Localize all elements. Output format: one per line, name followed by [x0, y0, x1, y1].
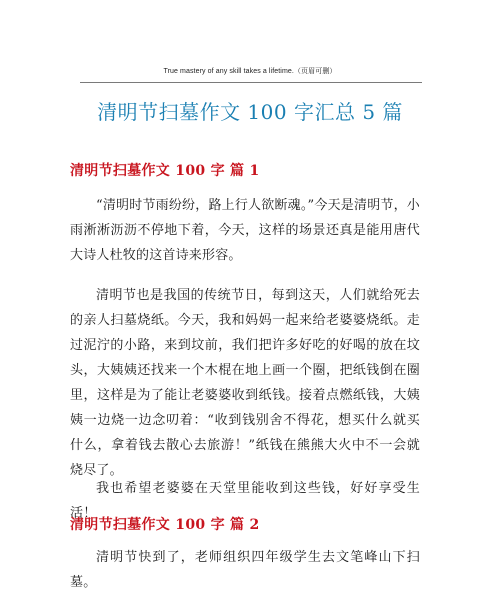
paragraph-4: 清明节快到了，老师组织四年级学生去文笔峰山下扫墓。	[70, 550, 420, 590]
section-heading-2: 清明节扫墓作文 100 字 篇 2	[70, 517, 260, 533]
paragraph-3: 我也希望老婆婆在天堂里能收到这些钱，好好享受生活！	[70, 481, 420, 521]
section-heading-1: 清明节扫墓作文 100 字 篇 1	[70, 163, 260, 179]
document-title: 清明节扫墓作文 100 字汇总 5 篇	[97, 100, 403, 124]
page-header-note: True mastery of any skill takes a lifetime.（页眉可删）	[163, 68, 337, 75]
header-divider	[80, 82, 422, 83]
paragraph-2: 清明节也是我国的传统节日，每到这天，人们就给死去的亲人扫墓烧纸。今天，我和妈妈一起来给老婆婆烧纸。走过泥泞的小路，来到坟前，我们把许多好吃的好喝的放在坟头，大姨姨还找来一个木棍在地上画一个圈，把纸钱倒在圈里，这样是为了能让老婆婆收到纸钱。接着点燃纸钱，大姨姨一边烧一边念叨着：“收到钱别舍不得花，想买什么就买什么，拿着钱去散心去旅游！”纸钱在熊熊大火中不一会就烧尽了。	[70, 288, 420, 478]
paragraph-1: “清明时节雨纷纷，路上行人欲断魂。”今天是清明节，小雨淅淅沥沥不停地下着，今天，这样的场景还真是能用唐代大诗人杜牧的这首诗来形容。	[70, 198, 420, 263]
